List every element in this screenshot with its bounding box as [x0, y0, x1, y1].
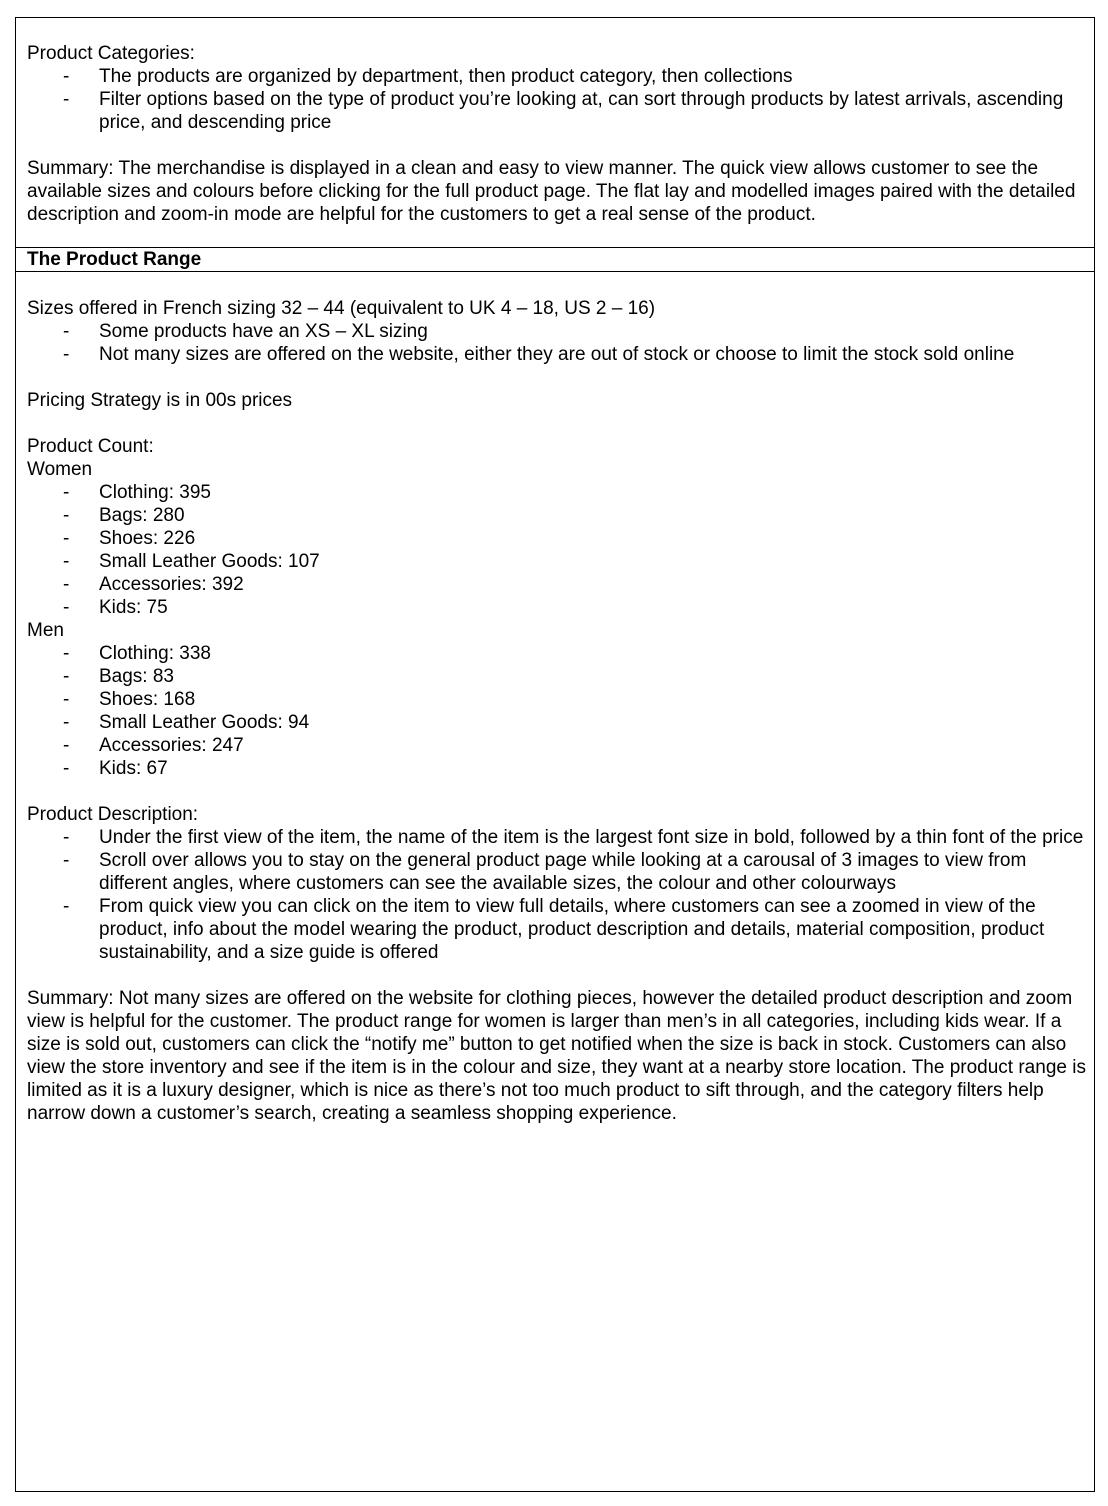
- list-item: - Shoes: 226: [27, 527, 1086, 550]
- description-list: [27, 826, 1086, 964]
- product-description-heading: Product Description:: [27, 804, 199, 825]
- product-categories-cell: [16, 18, 1094, 248]
- product-count-heading: Product Count:: [27, 436, 154, 457]
- list-item: - Clothing: 338: [27, 642, 1086, 665]
- list-item: - Scroll over allows you to stay on the general product page while looking at a carousal of 3 images to view from different angles, where customers can see the available sizes, the colour and other colourways: [27, 849, 1086, 895]
- list-item: - Some products have an XS – XL sizing: [27, 320, 1086, 343]
- list-item: - Not many sizes are offered on the website, either they are out of stock or choose to limit the stock sold online: [27, 343, 1086, 366]
- sizes-list: [27, 320, 1086, 366]
- list-item: - Clothing: 395: [27, 481, 1086, 504]
- list-item: - Bags: 83: [27, 665, 1086, 688]
- list-item: - Small Leather Goods: 94: [27, 711, 1086, 734]
- women-label: Women: [27, 459, 93, 480]
- categories-heading: Product Categories:: [27, 43, 195, 64]
- list-item: - Shoes: 168: [27, 688, 1086, 711]
- list-item: - Bags: 280: [27, 504, 1086, 527]
- section-title: The Product Range: [27, 249, 202, 270]
- list-item: - The products are organized by department, then product category, then collections: [27, 65, 1086, 88]
- list-item: - Kids: 67: [27, 757, 1086, 780]
- list-item: - Accessories: 392: [27, 573, 1086, 596]
- list-item: - From quick view you can click on the item to view full details, where customers can see a zoomed in view of the product, info about the model wearing the product, product description and details, material composition, product sustainability, and a size guide is offered: [27, 895, 1086, 964]
- categories-list: [27, 65, 1086, 134]
- document-table: [15, 17, 1095, 1492]
- sizes-line: Sizes offered in French sizing 32 – 44 (equivalent to UK 4 – 18, US 2 – 16): [27, 298, 656, 319]
- list-item: - Small Leather Goods: 107: [27, 550, 1086, 573]
- list-item: - Accessories: 247: [27, 734, 1086, 757]
- men-label: Men: [27, 620, 64, 641]
- product-range-cell: [16, 272, 1094, 1491]
- list-item: - Under the first view of the item, the name of the item is the largest font size in bold, followed by a thin font of the price: [27, 826, 1086, 849]
- men-count-list: [27, 642, 1086, 780]
- product-range-header-cell: [16, 248, 1094, 272]
- women-count-list: [27, 481, 1086, 619]
- pricing-strategy: Pricing Strategy is in 00s prices: [27, 390, 293, 411]
- list-item: - Kids: 75: [27, 596, 1086, 619]
- product-range-summary: Summary: Not many sizes are offered on the website for clothing pieces, however the detailed product description and zoom view is helpful for the customer. The product range for women is larger than men’s in all categories, including kids wear. If a size is sold out, customers can click the “notify me” button to get notified when the size is back in stock. Customers can also view the store inventory and see if the item is in the colour and size, they want at a nearby store location. The product range is limited as it is a luxury designer, which is nice as there’s not too much product to sift through, and the category filters help narrow down a customer’s search, creating a seamless shopping experience.: [27, 988, 1086, 1124]
- list-item: - Filter options based on the type of product you’re looking at, can sort through products by latest arrivals, ascending price, and descending price: [27, 88, 1086, 134]
- categories-summary: Summary: The merchandise is displayed in a clean and easy to view manner. The quick view allows customer to see the available sizes and colours before clicking for the full product page. The flat lay and modelled images paired with the detailed description and zoom-in mode are helpful for the customers to get a real sense of the product.: [27, 158, 1076, 225]
